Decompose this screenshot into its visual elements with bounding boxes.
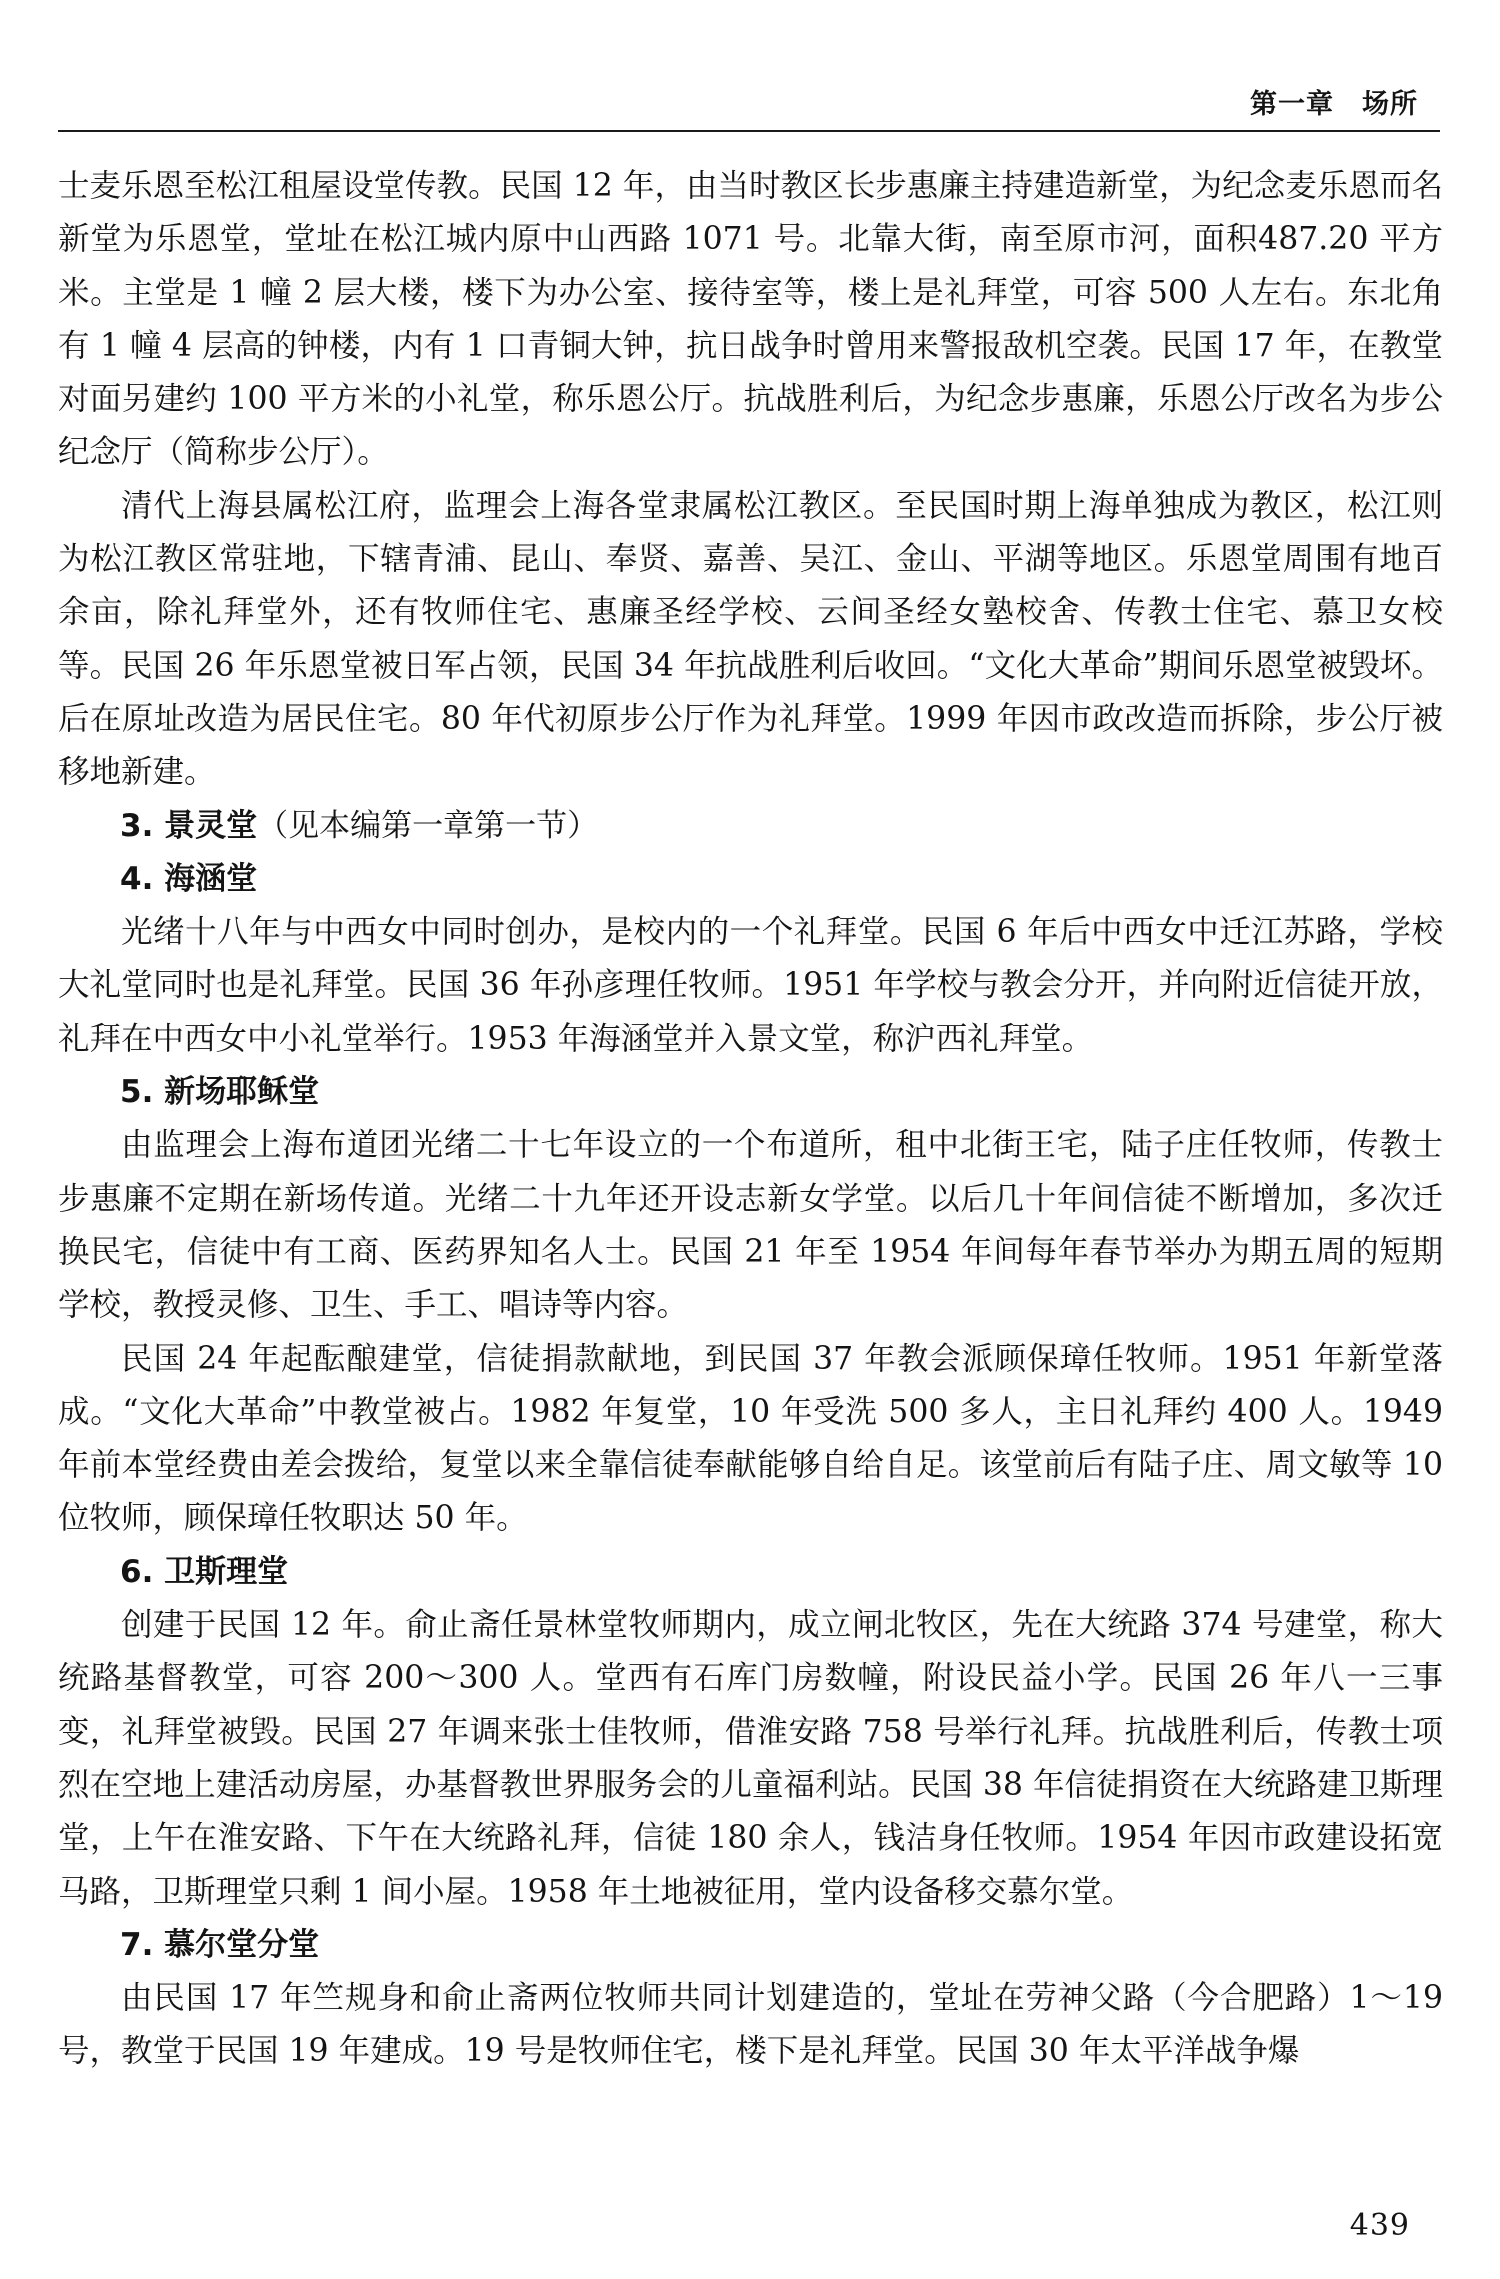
page-number: 439 xyxy=(1349,2208,1410,2243)
section-heading-3-title: 3. 景灵堂 xyxy=(120,807,258,844)
paragraph-6: 创建于民国 12 年。俞止斋任景林堂牧师期内，成立闸北牧区，先在大统路 374 号建堂，称大统路基督教堂，可容 200～300 人。堂西有石库门房数幢，附设民益小学。民国 26 年八一三事变，礼拜堂被毁。民国 27 年调来张士佳牧师，借淮安路 758 号举行礼拜。抗战胜利后，传教士项烈在空地上建活动房屋，办基督教世界服务会的儿童福利站。民国 38 年信徒捐资在大统路建卫斯理堂，上午在淮安路、下午在大统路礼拜，信徒 180 余人，钱洁身任牧师。1954 年因市政建设拓宽马路，卫斯理堂只剩 1 间小屋。1958 年土地被征用，堂内设备移交慕尔堂。 xyxy=(58,1607,1443,1910)
section-heading-5: 5. 新场耶稣堂 xyxy=(120,1074,320,1111)
paragraph-3: 光绪十八年与中西女中同时创办，是校内的一个礼拜堂。民国 6 年后中西女中迁江苏路，学校大礼堂同时也是礼拜堂。民国 36 年孙彦理任牧师。1951 年学校与教会分开，并向附近信徒开放，礼拜在中西女中小礼堂举行。1953 年海涵堂并入景文堂，称沪西礼拜堂。 xyxy=(58,914,1443,1057)
section-heading-4: 4. 海涵堂 xyxy=(120,860,258,897)
paragraph-2: 清代上海县属松江府，监理会上海各堂隶属松江教区。至民国时期上海单独成为教区，松江则为松江教区常驻地，下辖青浦、昆山、奉贤、嘉善、吴江、金山、平湖等地区。乐恩堂周围有地百余亩，除礼拜堂外，还有牧师住宅、惠廉圣经学校、云间圣经女塾校舍、传教士住宅、慕卫女校等。民国 26 年乐恩堂被日军占领，民国 34 年抗战胜利后收回。“文化大革命”期间乐恩堂被毁坏。后在原址改造为居民住宅。80 年代初原步公厅作为礼拜堂。1999 年因市政改造而拆除，步公厅被移地新建。 xyxy=(58,487,1443,791)
page-body xyxy=(58,160,1443,2079)
section-heading-6: 6. 卫斯理堂 xyxy=(120,1553,289,1590)
header-rule xyxy=(58,130,1440,132)
paragraph-5: 民国 24 年起酝酿建堂，信徒捐款献地，到民国 37 年教会派顾保璋任牧师。1951 年新堂落成。“文化大革命”中教堂被占。1982 年复堂，10 年受洗 500 多人，主日礼拜约 400 人。1949 年前本堂经费由差会拨给，复堂以来全靠信徒奉献能够自给自足。该堂前后有陆子庄、周文敏等 10 位牧师，顾保璋任牧职达 50 年。 xyxy=(58,1340,1443,1537)
running-head: 第一章 场所 xyxy=(1250,89,1418,120)
paragraph-7: 由民国 17 年竺规身和俞止斋两位牧师共同计划建造的，堂址在劳神父路（今合肥路）1～19 号，教堂于民国 19 年建成。19 号是牧师住宅，楼下是礼拜堂。民国 30 年太平洋战争爆 xyxy=(58,1980,1443,2070)
paragraph-1: 士麦乐恩至松江租屋设堂传教。民国 12 年，由当时教区长步惠廉主持建造新堂，为纪念麦乐恩而名新堂为乐恩堂，堂址在松江城内原中山西路 1071 号。北靠大街，南至原市河，面积487.20 平方米。主堂是 1 幢 2 层大楼，楼下为办公室、接待室等，楼上是礼拜堂，可容 500 人左右。东北角有 1 幢 4 层高的钟楼，内有 1 口青铜大钟，抗日战争时曾用来警报敌机空袭。民国 17 年，在教堂对面另建约 100 平方米的小礼堂，称乐恩公厅。抗战胜利后，为纪念步惠廉，乐恩公厅改名为步公纪念厅（简称步公厅）。 xyxy=(58,168,1443,471)
section-heading-3 xyxy=(58,800,1443,853)
section-heading-3-note: （见本编第一章第一节） xyxy=(257,807,599,844)
paragraph-4: 由监理会上海布道团光绪二十七年设立的一个布道所，租中北街王宅，陆子庄任牧师，传教士步惠廉不定期在新场传道。光绪二十九年还开设志新女学堂。以后几十年间信徒不断增加，多次迁换民宅，信徒中有工商、医药界知名人士。民国 21 年至 1954 年间每年春节举办为期五周的短期学校，教授灵修、卫生、手工、唱诗等内容。 xyxy=(58,1127,1443,1324)
section-heading-7: 7. 慕尔堂分堂 xyxy=(120,1926,320,1963)
